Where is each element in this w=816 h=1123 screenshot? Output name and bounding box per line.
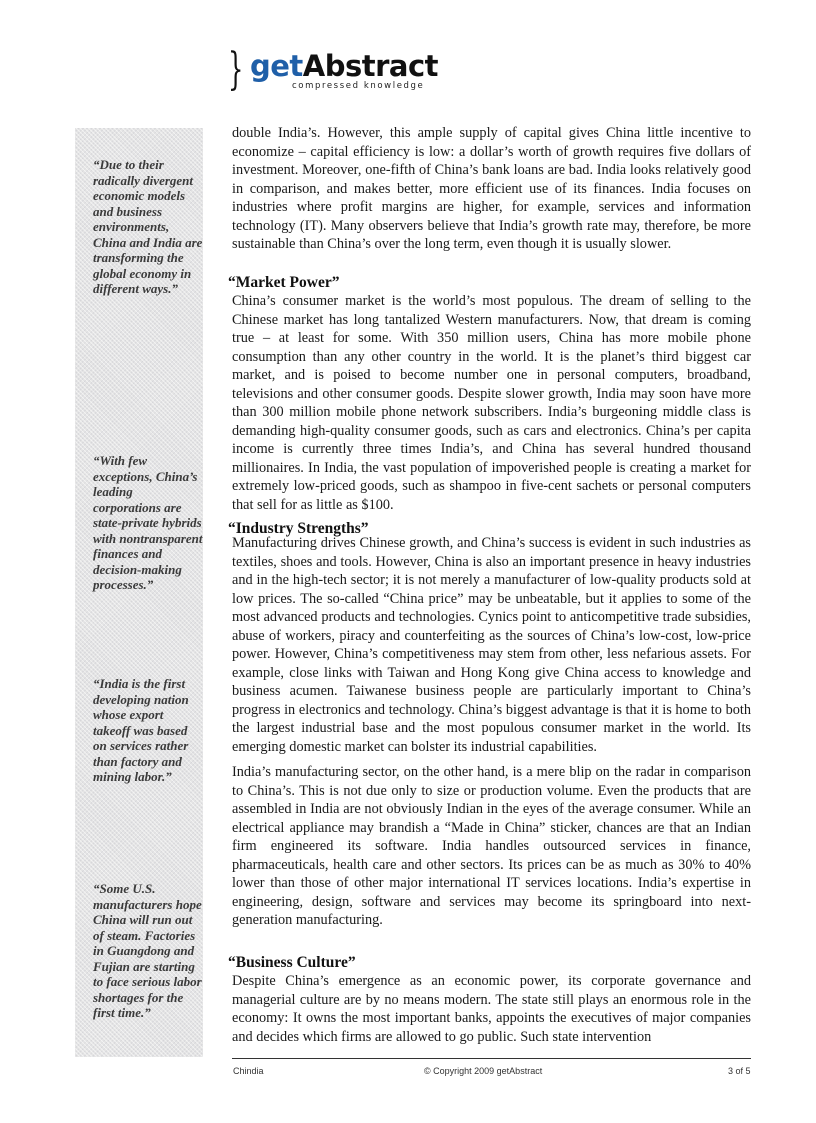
pull-quote: “With few exceptions, China’s leading corporations are state-private hybrids with nontransparent finances and decision-making processes.” xyxy=(93,453,203,592)
body-paragraph: double India’s. However, this ample supply of capital gives China little incentive to economize – capital efficiency is low: a dollar’s worth of growth requires five dollars of investment. Moreover, one-fifth of China’s bank loans are bad. India looks relatively good in comparison, and makes better, more efficient use of its finances. India focuses on industries where profit margins are higher, for example, services and information technology (IT). Many observers believe that India’s growth rate may, therefore, be more sustainable than China’s over the long term, even though it is usually slower. xyxy=(232,125,751,252)
logo-wordmark xyxy=(250,50,438,82)
section-market-power xyxy=(232,292,751,514)
footer-page-number: 3 of 5 xyxy=(728,1066,751,1076)
section-heading-market-power: “Market Power” xyxy=(228,274,340,291)
body-paragraph: Manufacturing drives Chinese growth, and China’s success is evident in such industries as textiles, shoes and tools. However, China is also an important presence in heavy industries and in the high-tech sector; it is not merely a manufacturer of low-quality products sold at low prices. The so-called “China price” may be unbeatable, but it applies to some of the most advanced products and technologies. Cynics point to anticompetitive trade subsidies, abuse of workers, piracy and counterfeiting as the sources of China’s low-cost, low-price power. However, China’s competitiveness may stem from other, less nefarious assets. For example, close links with Taiwan and Hong Kong give China access to knowledge and business acumen. Taiwanese business people are particularly important to China’s progress in electronics and technology. China’s biggest advantage is that it is home to both the largest industrial base and the most populous consumer market in the world. Its emerging domestic market can bolster its industrial capabilities. xyxy=(232,535,751,755)
body-paragraph: India’s manufacturing sector, on the other hand, is a mere blip on the radar in comparison to China’s. This is not due only to size or production volume. Even the products that are assembled in India are not obviously Indian in the eyes of the average consumer. While an electrical appliance may brandish a “Made in China” sticker, chances are that an Indian firm engineered its software. India handles outsourced services in finance, pharmaceuticals, health care and other sectors. Its prices can be as much as 30% to 40% lower than those of other major international IT services locations. India’s expertise in engineering, design, software and services may become its springboard into next-generation manufacturing. xyxy=(232,764,751,928)
pull-quote: “India is the first developing nation whose export takeoff was based on services rather than factory and mining labor.” xyxy=(93,676,189,784)
intro-paragraph-block xyxy=(232,124,751,254)
footer-divider xyxy=(232,1058,751,1059)
brace-icon: } xyxy=(228,44,244,95)
footer-copyright: © Copyright 2009 getAbstract xyxy=(424,1066,543,1076)
logo-tagline: compressed knowledge xyxy=(292,81,425,91)
logo-abstract: Abstract xyxy=(302,49,439,83)
getabstract-logo xyxy=(228,44,439,96)
footer-title: Chindia xyxy=(233,1066,264,1076)
section-business-culture xyxy=(232,972,751,1046)
body-paragraph: Despite China’s emergence as an economic power, its corporate governance and managerial culture are by no means modern. The state still plays an enormous role in the economy: It owns the most important banks, appoints the executives of major companies and decides which firms are allowed to go public. Such state intervention xyxy=(232,973,751,1045)
section-industry-strengths xyxy=(232,534,751,756)
logo-get: get xyxy=(250,49,303,83)
body-paragraph: China’s consumer market is the world’s most populous. The dream of selling to the Chinese market has long tantalized Western manufacturers. Now, that dream is coming true – at least for some. With 350 million users, China has more mobile phone consumption than any other country in the world. It is the planet’s third biggest car market, and is poised to become number one in personal computers, broadband, televisions and other consumer goods. Despite slower growth, India may soon have more than 300 million mobile phone network subscribers. India’s burgeoning middle class is demanding high-quality consumer goods, such as cars and electronics. China’s per capita income is currently three times India’s, and China has several hundred thousand millionaires. In India, the vast population of impoverished people is creating a market for extremely low-priced goods, such as shampoo in five-cent sachets or personal computers that sell for as little as $100. xyxy=(232,293,751,513)
pull-quote: “Due to their radically divergent economic models and business environments, China and India are transforming the global economy in different ways.” xyxy=(93,157,203,296)
section-industry-strengths-cont xyxy=(232,763,751,930)
pull-quote-sidebar xyxy=(75,128,203,1057)
section-heading-business-culture: “Business Culture” xyxy=(228,954,356,971)
pull-quote: “Some U.S. manufacturers hope China will run out of steam. Factories in Guangdong and Fujian are starting to face serious labor shortages for the first time.” xyxy=(93,881,202,1020)
section-heading-industry-strengths: “Industry Strengths” xyxy=(228,520,369,537)
